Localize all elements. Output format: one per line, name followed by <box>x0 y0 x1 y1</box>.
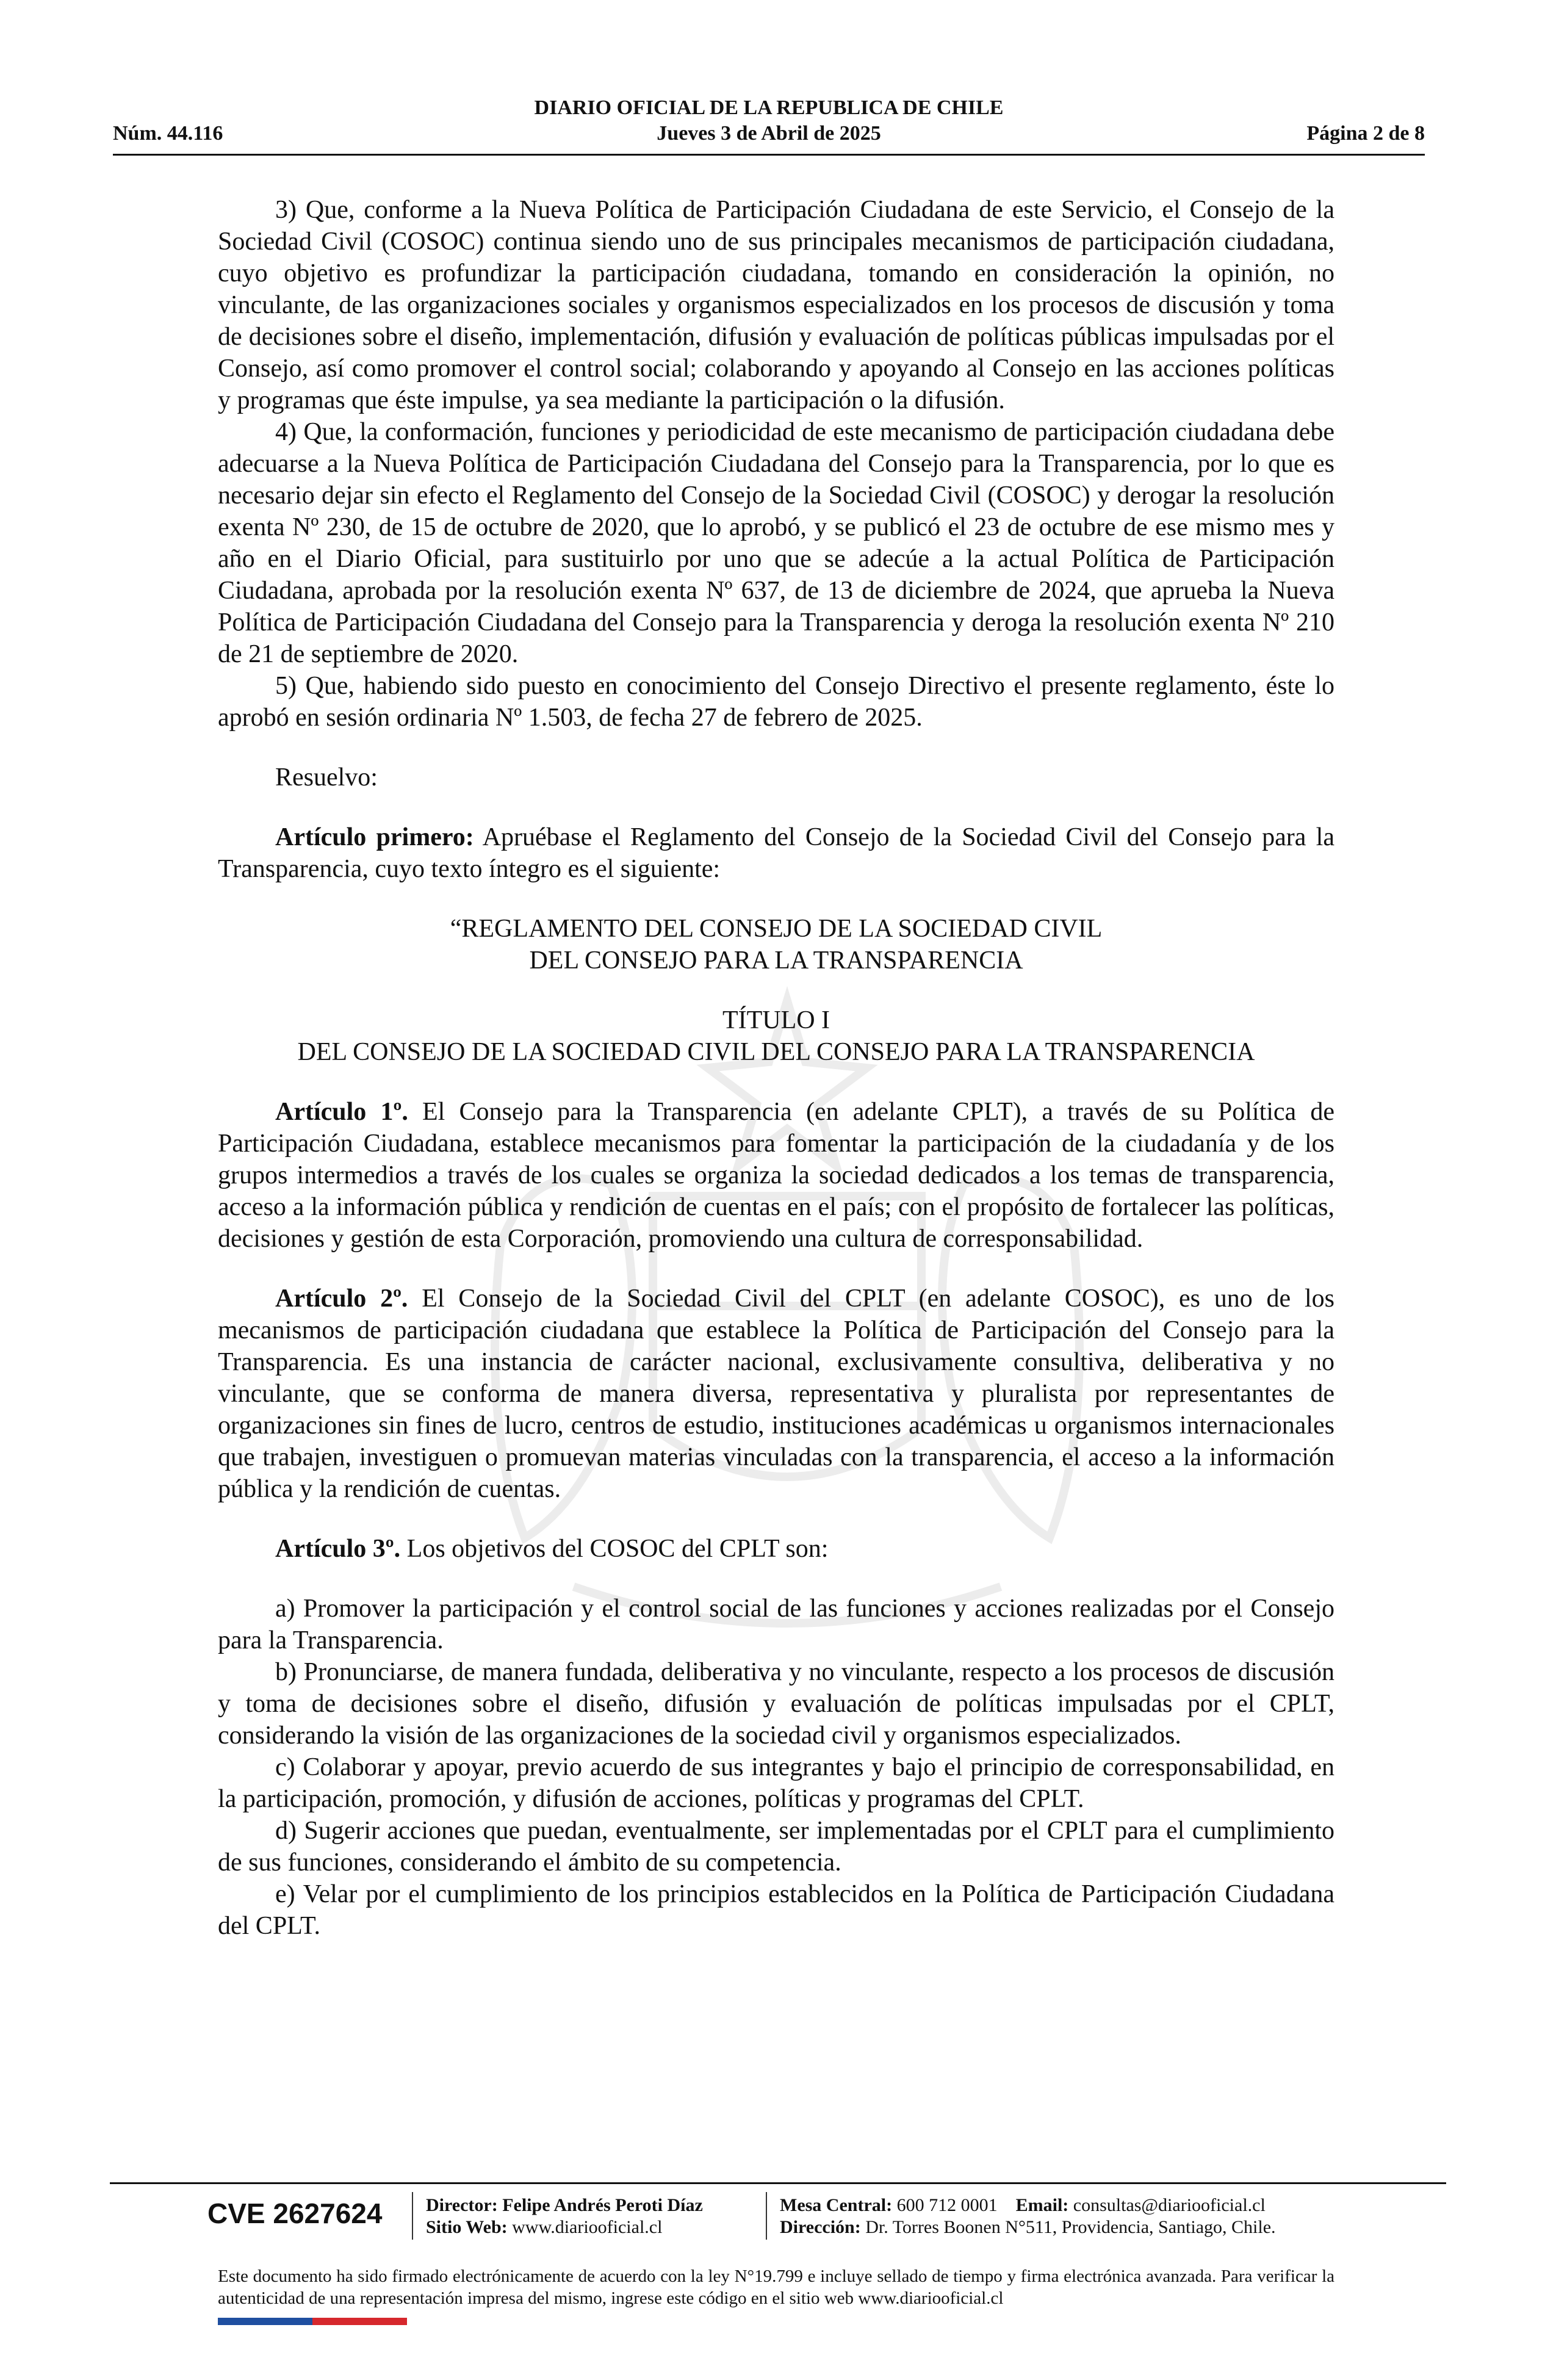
flag-bar-red <box>312 2318 407 2325</box>
mesa-label: Mesa Central: <box>780 2195 893 2215</box>
articulo-2-label: Artículo 2º. <box>275 1285 408 1313</box>
articulo-3-text: Los objetivos del COSOC del CPLT son: <box>400 1535 829 1563</box>
titulo-subheading: DEL CONSEJO DE LA SOCIEDAD CIVIL DEL CONSEJO PARA LA TRANSPARENCIA <box>297 1038 1255 1066</box>
direccion-value: Dr. Torres Boonen N°511, Providencia, Santiago, Chile. <box>860 2217 1276 2237</box>
objective-a: a) Promover la participación y el control social de las funciones y acciones realizadas por el Consejo para la Transparencia. <box>218 1595 1334 1654</box>
document-body <box>218 194 1334 1942</box>
resuelvo: Resuelvo: <box>275 763 378 792</box>
footer-separator <box>412 2192 413 2240</box>
articulo-1 <box>218 1096 1334 1255</box>
director-name: Felipe Andrés Peroti Díaz <box>497 2195 703 2215</box>
issue-date: Jueves 3 de Abril de 2025 <box>657 122 881 145</box>
direccion-label: Dirección: <box>780 2217 861 2237</box>
articulo-3 <box>218 1533 1334 1565</box>
articulo-primero-text: Apruébase el Reglamento del Consejo de la Sociedad Civil del Consejo para la Transparencia, cuyo texto íntegro es el siguiente: <box>218 823 1334 883</box>
flag-color-bar <box>218 2318 407 2325</box>
objective-b: b) Pronunciarse, de manera fundada, deliberativa y no vinculante, respecto a los procesos de discusión y toma de decisiones sobre el diseño, difusión y evaluación de políticas impulsadas por el CPLT, considerando la visión de las organizaciones de la sociedad civil y organismos especializados. <box>218 1658 1334 1750</box>
objective-c: c) Colaborar y apoyar, previo acuerdo de sus integrantes y bajo el principio de corresponsabilidad, en la participación, promoción, y difusión de acciones, políticas y programas del CPLT. <box>218 1753 1334 1813</box>
flag-bar-blue <box>218 2318 312 2325</box>
cve-code: CVE 2627624 <box>207 2198 383 2229</box>
titulo-heading: TÍTULO I <box>722 1006 830 1034</box>
paragraph-3: 3) Que, conforme a la Nueva Política de Participación Ciudadana de este Servicio, el Consejo de la Sociedad Civil (COSOC) continua siendo uno de sus principales mecanismos de participación ciudadana, cuyo objetivo es profundizar la participación ciudadana, tomando en consideración la opinión, no vinculante, de las organizaciones sociales y organismos especializados en los procesos de discusión y toma de decisiones sobre el diseño, implementación, difusión y evaluación de políticas públicas impulsadas por el Consejo, así como promover el control social; colaborando y apoyando al Consejo en las acciones políticas y programas que éste impulse, ya sea mediante la participación o la difusión. <box>218 196 1334 414</box>
issue-number: Núm. 44.116 <box>113 122 223 145</box>
legal-notice: Este documento ha sido firmado electrónicamente de acuerdo con la ley N°19.799 e incluye sellado de tiempo y firma electrónica avanzada. Para verificar la autenticidad de una representación impresa del mismo, ingrese este código en el sitio web www.diariooficial.cl <box>218 2266 1334 2308</box>
reglamento-title-2: DEL CONSEJO PARA LA TRANSPARENCIA <box>529 947 1023 975</box>
objective-d: d) Sugerir acciones que puedan, eventualmente, ser implementadas por el CPLT para el cumplimiento de sus funciones, considerando el ámbito de su competencia. <box>218 1817 1334 1877</box>
email-link[interactable]: consultas@diariooficial.cl <box>1068 2195 1266 2215</box>
articulo-2-text: El Consejo de la Sociedad Civil del CPLT (en adelante COSOC), es uno de los mecanismos de participación ciudadana que establece la Política de Participación del Consejo para la Transparencia. Es una instancia de carácter nacional, exclusivamente consultiva, deliberativa y no vinculante, que se conforma de manera diversa, representativa y pluralista por representantes de organizaciones sin fines de lucro, centros de estudio, instituciones académicas u organismos internacionales que trabajen, investiguen o promuevan materias vinculadas con la transparencia, el acceso a la información pública y la rendición de cuentas. <box>218 1285 1334 1503</box>
footer-divider <box>110 2182 1446 2184</box>
paragraph-4: 4) Que, la conformación, funciones y periodicidad de este mecanismo de participación ciudadana debe adecuarse a la Nueva Política de Participación Ciudadana del Consejo para la Transparencia, por lo que es necesario dejar sin efecto el Reglamento del Consejo de la Sociedad Civil (COSOC) y derogar la resolución exenta Nº 230, de 15 de octubre de 2020, que lo aprobó, y se publicó el 23 de octubre de ese mismo mes y año en el Diario Oficial, para sustituirlo por uno que se adecúe a la actual Política de Participación Ciudadana, aprobada por la resolución exenta Nº 637, de 13 de diciembre de 2024, que aprueba la Nueva Política de Participación Ciudadana del Consejo para la Transparencia y deroga la resolución exenta Nº 210 de 21 de septiembre de 2020. <box>218 418 1334 668</box>
articulo-2 <box>218 1283 1334 1505</box>
footer-separator <box>766 2192 767 2240</box>
articulo-1-text: El Consejo para la Transparencia (en adelante CPLT), a través de su Política de Participación Ciudadana, establece mecanismos para fomentar la participación de la ciudadanía y de los grupos intermedios a través de los cuales se organiza la sociedad dedicados a los temas de transparencia, acceso a la información pública y rendición de cuentas en el país; con el propósito de fortalecer las políticas, decisiones y gestión de esta Corporación, promoviendo una cultura de corresponsabilidad. <box>218 1098 1334 1253</box>
newspaper-title: DIARIO OFICIAL DE LA REPUBLICA DE CHILE <box>534 96 1004 119</box>
paragraph-5: 5) Que, habiendo sido puesto en conocimiento del Consejo Directivo el presente reglamento, éste lo aprobó en sesión ordinaria Nº 1.503, de fecha 27 de febrero de 2025. <box>218 672 1334 732</box>
mesa-phone: 600 712 0001 <box>892 2195 998 2215</box>
sitio-web-link[interactable]: www.diariooficial.cl <box>507 2217 663 2237</box>
header-divider <box>113 154 1425 156</box>
email-label: Email: <box>1015 2195 1069 2215</box>
director-label: Director: <box>426 2195 498 2215</box>
objective-e: e) Velar por el cumplimiento de los principios establecidos en la Política de Participación Ciudadana del CPLT. <box>218 1880 1334 1940</box>
page-number: Página 2 de 8 <box>1306 122 1425 145</box>
footer-contact-block <box>780 2194 1276 2238</box>
articulo-3-label: Artículo 3º. <box>275 1535 401 1563</box>
footer-director-block <box>426 2194 703 2238</box>
articulo-primero-label: Artículo primero: <box>275 823 474 851</box>
sitio-label: Sitio Web: <box>426 2217 508 2237</box>
reglamento-title-1: “REGLAMENTO DEL CONSEJO DE LA SOCIEDAD CIVIL <box>450 915 1103 943</box>
articulo-1-label: Artículo 1º. <box>275 1098 408 1126</box>
articulo-primero <box>218 821 1334 885</box>
page-header <box>113 92 1425 153</box>
